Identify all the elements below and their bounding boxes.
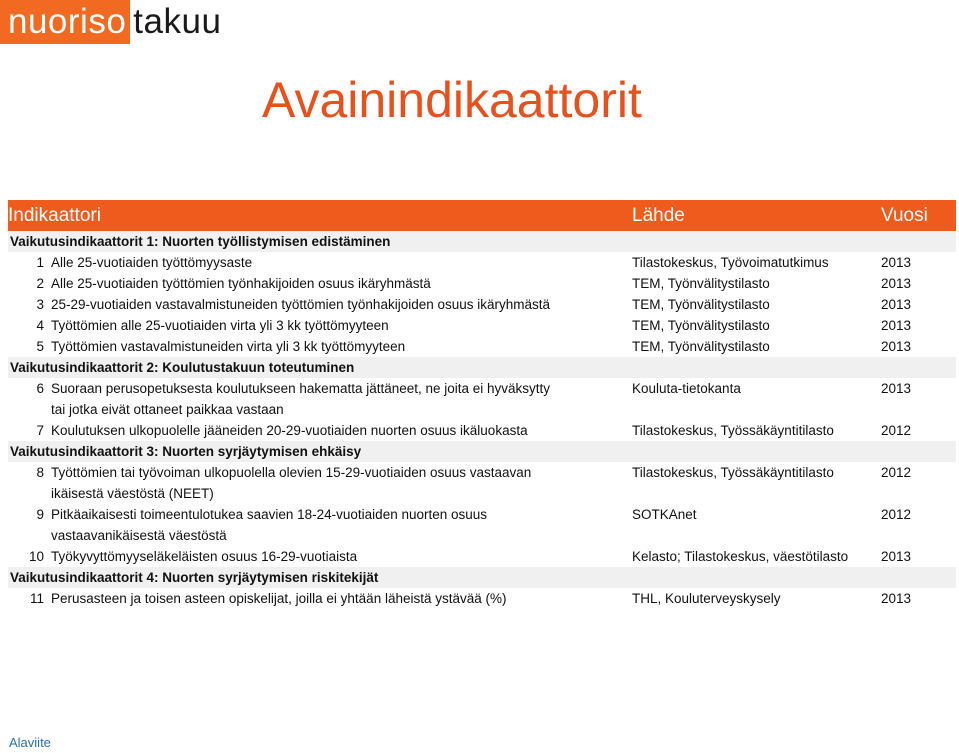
row-number: 9: [36, 507, 44, 522]
row-source: Tilastokeskus, Työvoimatutkimus: [632, 255, 829, 270]
row-source: Kelasto; Tilastokeskus, väestötilasto: [632, 549, 849, 564]
row-number: 7: [36, 423, 44, 438]
row-indicator: 25-29-vuotiaiden vastavalmistuneiden työttömien työnhakijoiden osuus ikäryhmästä: [51, 297, 551, 312]
row-number: 8: [36, 465, 44, 480]
row-indicator: Työttömien vastavalmistuneiden virta yli 3 kk työttömyyteen: [51, 339, 406, 354]
row-year: 2013: [881, 381, 912, 396]
row-source: Tilastokeskus, Työssäkäyntitilasto: [632, 465, 834, 480]
section-title: Vaikutusindikaattorit 3: Nuorten syrjäytymisen ehkäisy: [8, 441, 956, 462]
table-row: [8, 462, 956, 504]
row-number: 10: [28, 549, 44, 564]
header-year: Vuosi: [881, 205, 928, 226]
row-year: 2013: [881, 549, 912, 564]
row-source: Tilastokeskus, Työssäkäyntitilasto: [632, 423, 834, 438]
row-indicator: [51, 504, 621, 546]
row-indicator-line1: Suoraan perusopetuksesta koulutukseen hakematta jättäneet, ne joita ei hyväksytty: [51, 381, 551, 396]
row-indicator: Perusasteen ja toisen asteen opiskelijat, joilla ei yhtään läheistä ystävää (%): [51, 591, 507, 606]
table-row: [8, 273, 956, 294]
row-year: 2013: [881, 591, 912, 606]
nuorisotakuu-logo: [0, 0, 221, 44]
table-row: [8, 546, 956, 567]
table-row: [8, 420, 956, 441]
row-number: 4: [36, 318, 44, 333]
row-source: THL, Kouluterveyskysely: [632, 591, 781, 606]
table-row: [8, 336, 956, 357]
row-number: 2: [36, 276, 44, 291]
row-indicator: Työkyvyttömyyseläkeläisten osuus 16-29-vuotiaista: [51, 549, 358, 564]
row-indicator: Koulutuksen ulkopuolelle jääneiden 20-29-vuotiaiden nuorten osuus ikäluokasta: [51, 423, 528, 438]
page-title: Avainindikaattorit: [262, 72, 642, 128]
table-row: [8, 294, 956, 315]
footnote-label: Alaviite: [9, 735, 51, 750]
row-year: 2013: [881, 339, 912, 354]
section-title: Vaikutusindikaattorit 4: Nuorten syrjäytymisen riskitekijät: [8, 567, 956, 588]
section-title: Vaikutusindikaattorit 2: Koulutustakuun toteutuminen: [8, 357, 956, 378]
table-row: [8, 588, 956, 609]
row-indicator-line2: tai jotka eivät ottaneet paikkaa vastaan: [51, 402, 284, 417]
row-indicator: [51, 378, 621, 420]
row-number: 5: [36, 339, 44, 354]
row-number: 1: [36, 255, 44, 270]
row-source: TEM, Työnvälitystilasto: [632, 339, 770, 354]
row-indicator-line2: vastaavanikäisestä väestöstä: [51, 528, 227, 543]
section-title: Vaikutusindikaattorit 1: Nuorten työllistymisen edistäminen: [8, 231, 956, 252]
table-row: [8, 252, 956, 273]
row-source: Kouluta-tietokanta: [632, 381, 741, 396]
row-year: 2012: [881, 465, 912, 480]
row-year: 2013: [881, 318, 912, 333]
row-number: 3: [36, 297, 44, 312]
row-year: 2013: [881, 297, 912, 312]
table-header: [8, 200, 956, 231]
row-indicator: Työttömien alle 25-vuotiaiden virta yli 3 kk työttömyyteen: [51, 318, 389, 333]
row-indicator: [51, 462, 621, 504]
header-source: Lähde: [632, 205, 685, 226]
row-source: TEM, Työnvälitystilasto: [632, 297, 770, 312]
row-indicator-line1: Työttömien tai työvoiman ulkopuolella olevien 15-29-vuotiaiden osuus vastaavan: [51, 465, 532, 480]
row-year: 2013: [881, 255, 912, 270]
row-indicator: Alle 25-vuotiaiden työttömyysaste: [51, 255, 253, 270]
logo-part2: takuu: [133, 2, 222, 41]
row-number: 6: [36, 381, 44, 396]
row-source: SOTKAnet: [632, 507, 697, 522]
row-year: 2012: [881, 507, 912, 522]
header-indicator: Indikaattori: [8, 205, 101, 226]
table-row: [8, 378, 956, 420]
row-source: TEM, Työnvälitystilasto: [632, 318, 770, 333]
logo-part1: nuoriso: [0, 0, 130, 44]
table-row: [8, 315, 956, 336]
row-indicator: Alle 25-vuotiaiden työttömien työnhakijoiden osuus ikäryhmästä: [51, 276, 431, 291]
indicator-table: [8, 200, 956, 609]
row-indicator-line2: ikäisestä väestöstä (NEET): [51, 486, 214, 501]
table-row: [8, 504, 956, 546]
row-year: 2012: [881, 423, 912, 438]
row-indicator-line1: Pitkäaikaisesti toimeentulotukea saavien 18-24-vuotiaiden nuorten osuus: [51, 507, 488, 522]
row-year: 2013: [881, 276, 912, 291]
row-source: TEM, Työnvälitystilasto: [632, 276, 770, 291]
row-number: 11: [29, 591, 44, 606]
